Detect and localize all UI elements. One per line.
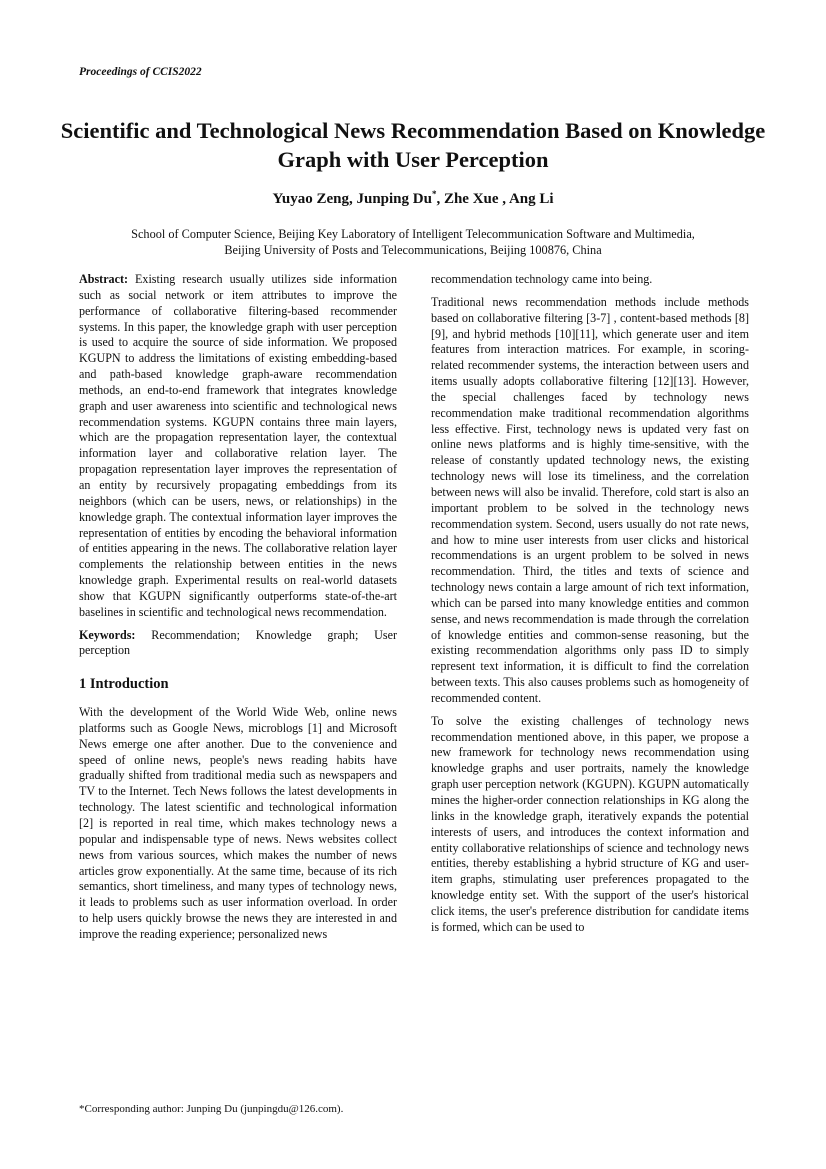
keywords xyxy=(79,628,397,660)
abstract xyxy=(79,272,397,621)
intro-paragraph-2: Traditional news recommendation methods include methods based on collaborative filtering [3-7] , content-based methods [8][9], and hybrid methods [10][11], which generate user and item features from interaction matrices. For example, in scoring-related recommender systems, the interaction between users and items usually adopts collaborative filtering [12][13]. However, the special challenges faced by technology news recommendation make traditional recommendation algorithms less effective. First, technology news is updated very fast on online news platforms and is highly time-sensitive, with the release of constantly updated technology news, the existing technology news will lose its timeliness, and the correlation between news will also be invalid. Therefore, cold start is also an important problem to be solved in the technology news recommendation system. Second, users usually do not rate news, and how to mine user interests from user clicks and historical recommendations is an urgent problem to be solved in news recommendation. Third, the titles and texts of science and technology news contain a large amount of rich text information, which can be parsed into many knowledge entities and common sense, and news recommendation is made through the correlation of knowledge entities and common-sense reasoning, but the existing recommendation algorithms only pass ID to simply represent text information, it is difficult to find the correlation between texts. This also causes problems such as homogeneity of recommended content. xyxy=(431,294,749,705)
authors-first: Yuyao Zeng, Junping Du xyxy=(272,191,432,207)
proceedings-header: Proceedings of CCIS2022 xyxy=(79,66,202,78)
right-column xyxy=(431,272,749,943)
affiliation-line-2: Beijing University of Posts and Telecommunications, Beijing 100876, China xyxy=(224,243,602,257)
keywords-label: Keywords: xyxy=(79,627,136,642)
affiliation xyxy=(60,226,766,258)
authors-rest: , Zhe Xue , Ang Li xyxy=(436,191,554,207)
abstract-text: Existing research usually utilizes side information such as social network or item attributes to improve the performance of collaborative filtering-based recommender systems. In this paper, the knowledge graph with user perception is used to acquire the source of side information. We proposed KGUPN to address the limitations of existing embedding-based and path-based knowledge graph-aware recommendation methods, an end-to-end framework that integrates knowledge graph and user awareness into scientific and technological news recommendation systems. KGUPN contains three main layers, which are the propagation representation layer, the contextual information layer and collaborative relation layer. The propagation representation layer improves the representation of an entity by recursively propagating embeddings from its neighbors (which can be users, news, or relationships) in the knowledge graph. The contextual information layer improves the representation of entities by encoding the behavioral information of entities appearing in the news. The collaborative relation layer complements the relationship between entities in the news knowledge graph. Experimental results on real-world datasets show that KGUPN significantly outperforms state-of-the-art baselines in scientific and technological news recommendation. xyxy=(79,272,397,619)
left-column xyxy=(79,272,397,950)
keywords-text: Recommendation; Knowledge graph; User perception xyxy=(79,627,397,658)
paper-title: Scientific and Technological News Recommendation Based on Knowledge Graph with User Perception xyxy=(60,118,766,172)
corresponding-mark: * xyxy=(431,189,437,199)
affiliation-line-1: School of Computer Science, Beijing Key Laboratory of Intelligent Telecommunication Software and Multimedia, xyxy=(131,227,695,241)
abstract-label: Abstract: xyxy=(79,272,129,286)
intro-paragraph-3: To solve the existing challenges of technology news recommendation mentioned above, in this paper, we propose a new framework for technology news recommendation using knowledge graphs and user portraits, namely the knowledge graph user perception network (KGUPN). KGUPN automatically mines the higher-order connection relationships in KG along the links in the knowledge graph, iteratively expands the potential interests of users, and introduces the context information and entity collaborative relationships of science and technology news entities, thereby establishing a hybrid structure of KG and user-item graphs, stimulating user preferences propagated to the knowledge entity set. With the support of the user's historical click items, the user's preference distribution for candidate items is formed, which can be used to xyxy=(431,713,749,934)
intro-paragraph-1-continued: recommendation technology came into being. xyxy=(431,272,653,286)
intro-paragraph-1: With the development of the World Wide Web, online news platforms such as Google News, microblogs [1] and Microsoft News emerge one after another. Due to the convenience and speed of online news, people's news reading habits have gradually shifted from traditional media such as newspapers and TV to the Internet. Tech News follows the latest developments in technology. The latest scientific and technological information [2] is reported in real time, which makes technology news a popular and indispensable type of news. News websites collect news from various sources, which makes the number of news articles grow exponentially. At the same time, because of its rich semantics, short timeliness, and many types of technology news, it leads to problems such as user information overload. In order to help users quickly browse the news they are interested in and improve the reading experience; personalized news xyxy=(79,705,397,941)
author-list xyxy=(60,189,766,208)
section-heading-introduction: 1 Introduction xyxy=(79,676,169,693)
corresponding-author-footnote: *Corresponding author: Junping Du (junpingdu@126.com). xyxy=(79,1103,344,1115)
